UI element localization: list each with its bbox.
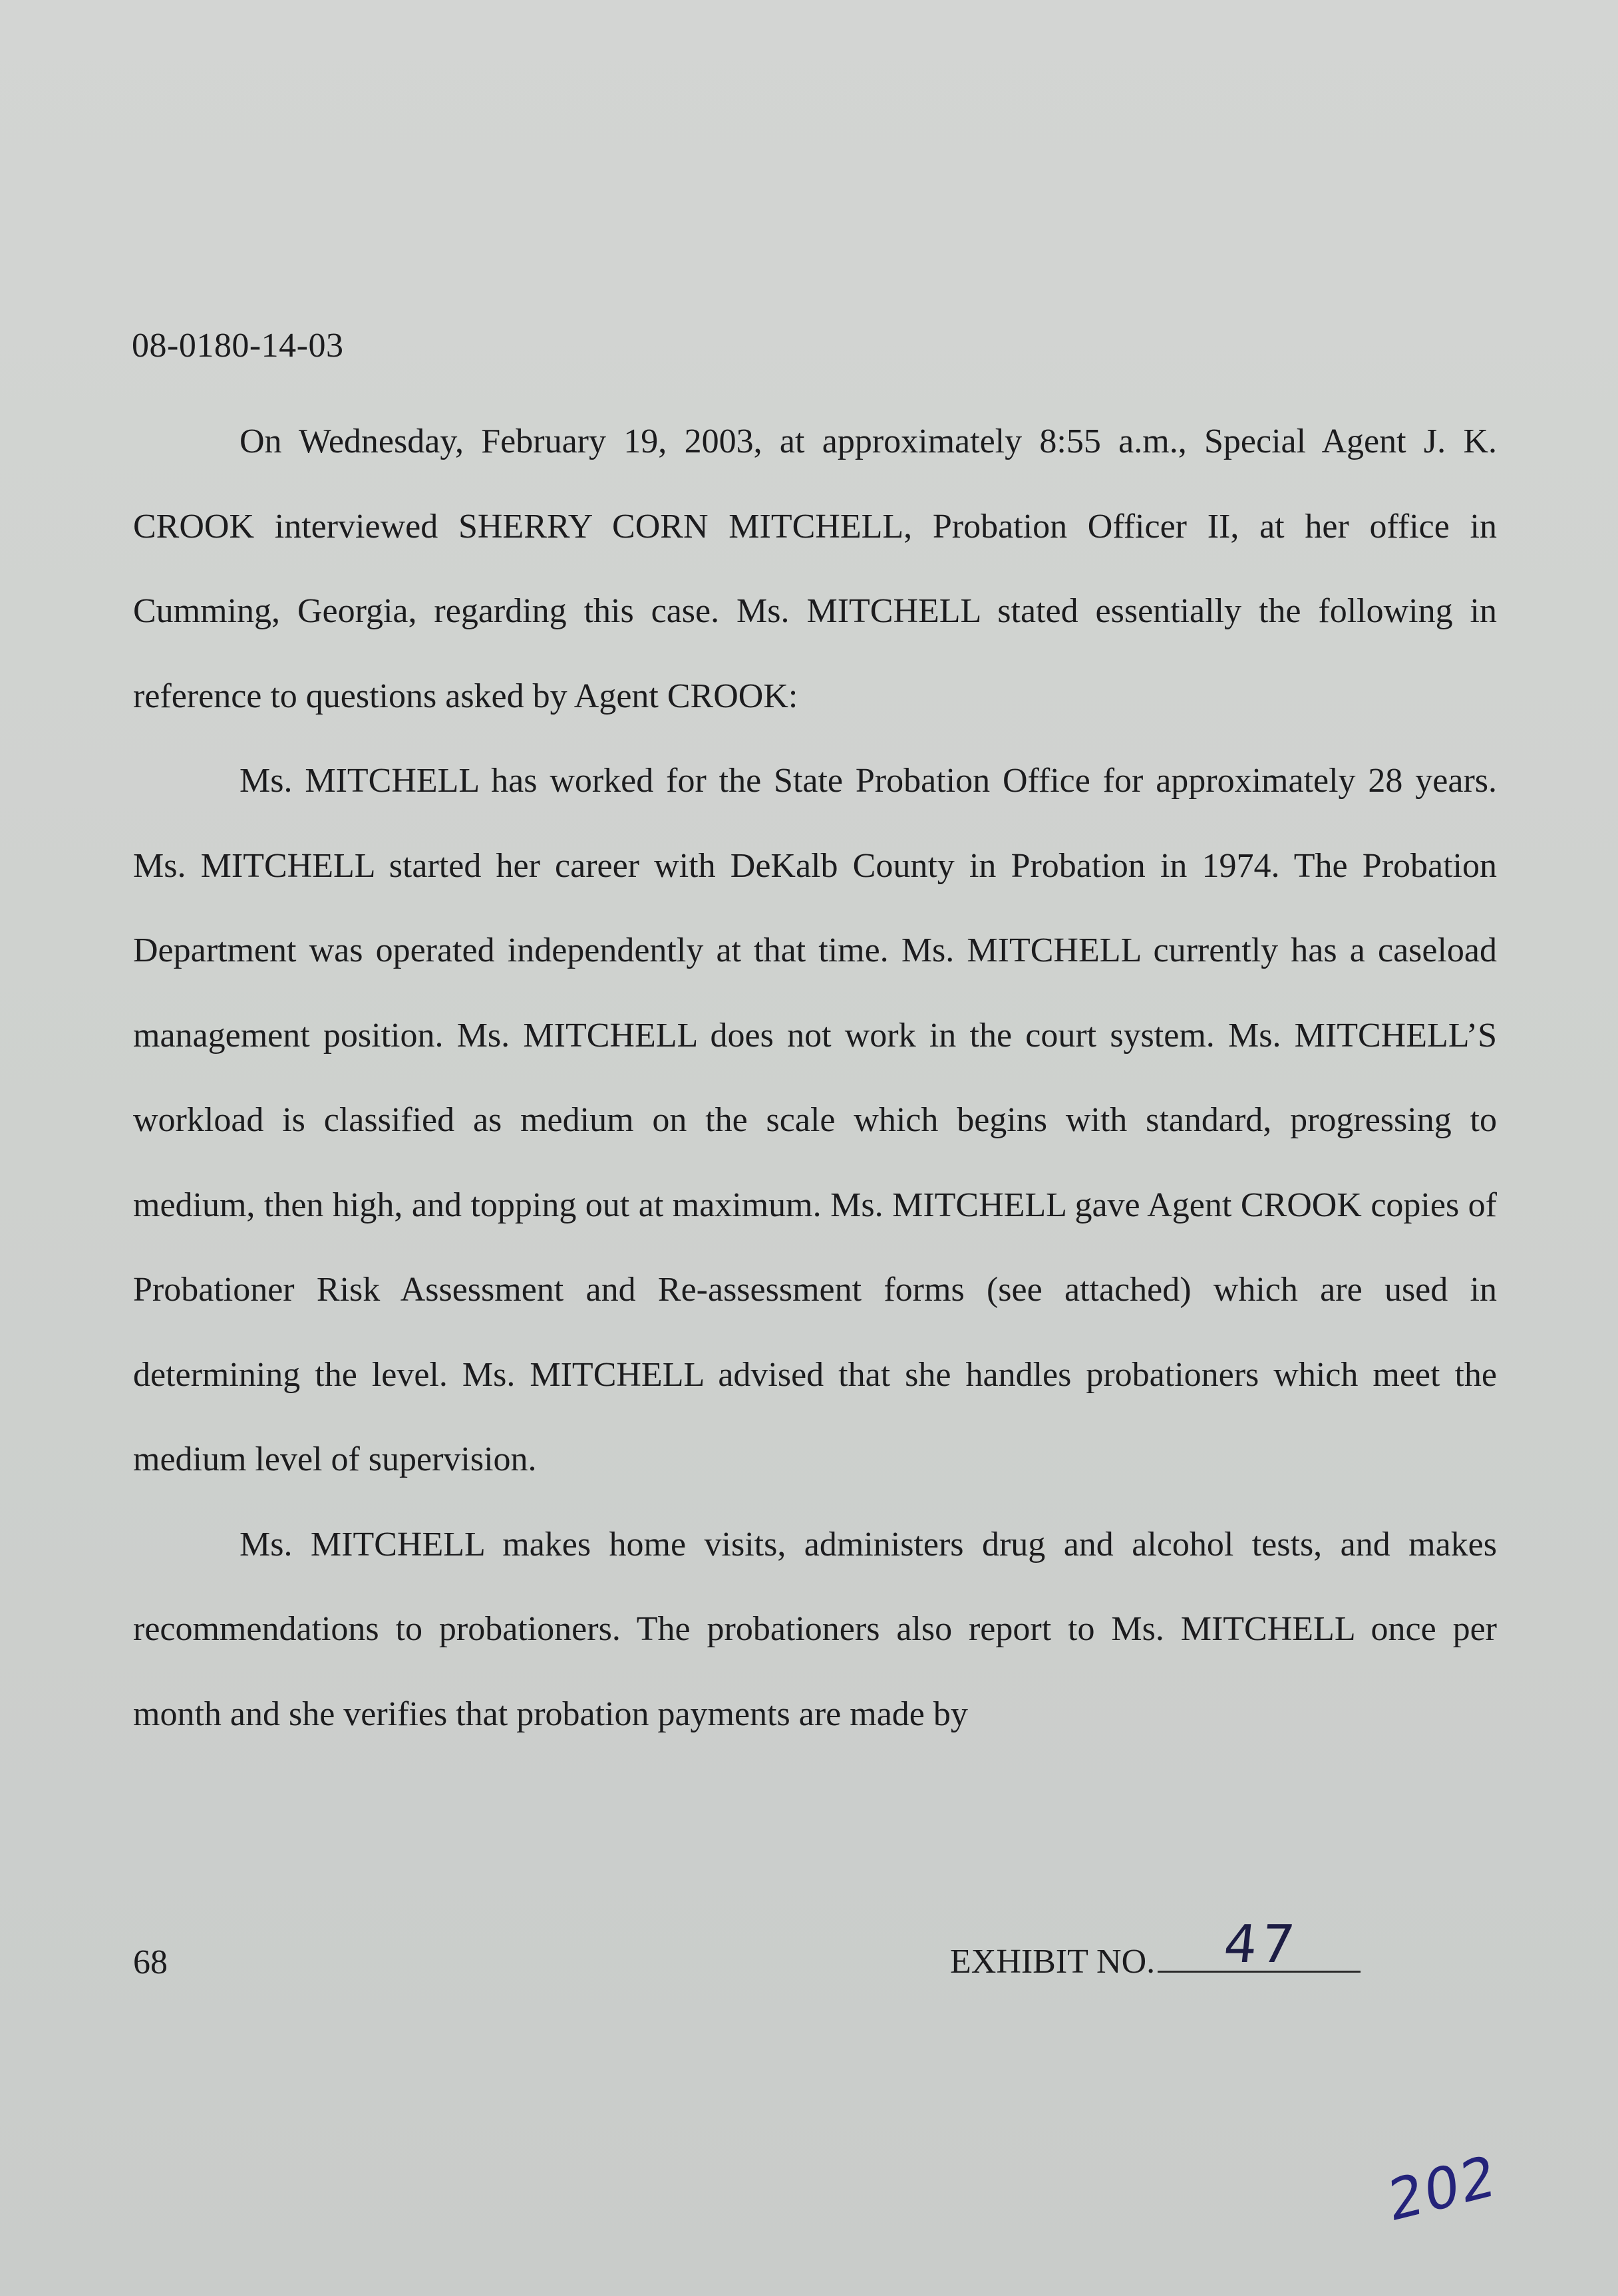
exhibit-label: EXHIBIT NO.: [950, 1943, 1156, 1981]
document-body: [133, 399, 1497, 1756]
paragraph-interview-intro: On Wednesday, February 19, 2003, at approximately 8:55 a.m., Special Agent J. K. CROOK interviewed SHERRY CORN MITCHELL, Probation Officer II, at her office in Cumming, Georgia, regarding this case. Ms. MITCHELL stated essentially the following in reference to questions asked by Agent CROOK:: [133, 422, 1497, 715]
handwritten-page-annotation: 202: [1386, 2142, 1499, 2235]
exhibit-number-handwritten: 47: [1221, 1915, 1302, 1975]
exhibit-field: [950, 1915, 1361, 1981]
paragraph-career-background: Ms. MITCHELL has worked for the State Probation Office for approximately 28 years. Ms. MITCHELL started her career with DeKalb County in Probation in 1974. The Probation Department was operated independently at that time. Ms. MITCHELL currently has a caseload management position. Ms. MITCHELL does not work in the court system. Ms. MITCHELL’S workload is classified as medium on the scale which begins with standard, progressing to medium, then high, and topping out at maximum. Ms. MITCHELL gave Agent CROOK copies of Probationer Risk Assessment and Re-assessment forms (see attached) which are used in determining the level. Ms. MITCHELL advised that she handles probationers which meet the medium level of supervision.: [133, 762, 1497, 1478]
exhibit-underline: [1158, 1915, 1361, 1975]
case-number: 08-0180-14-03: [132, 327, 344, 365]
paragraph-duties: Ms. MITCHELL makes home visits, administers drug and alcohol tests, and makes recommendations to probationers. The probationers also report to Ms. MITCHELL once per month and she verifies that probation payments are made by: [133, 1525, 1497, 1733]
page-number: 68: [133, 1943, 168, 1981]
